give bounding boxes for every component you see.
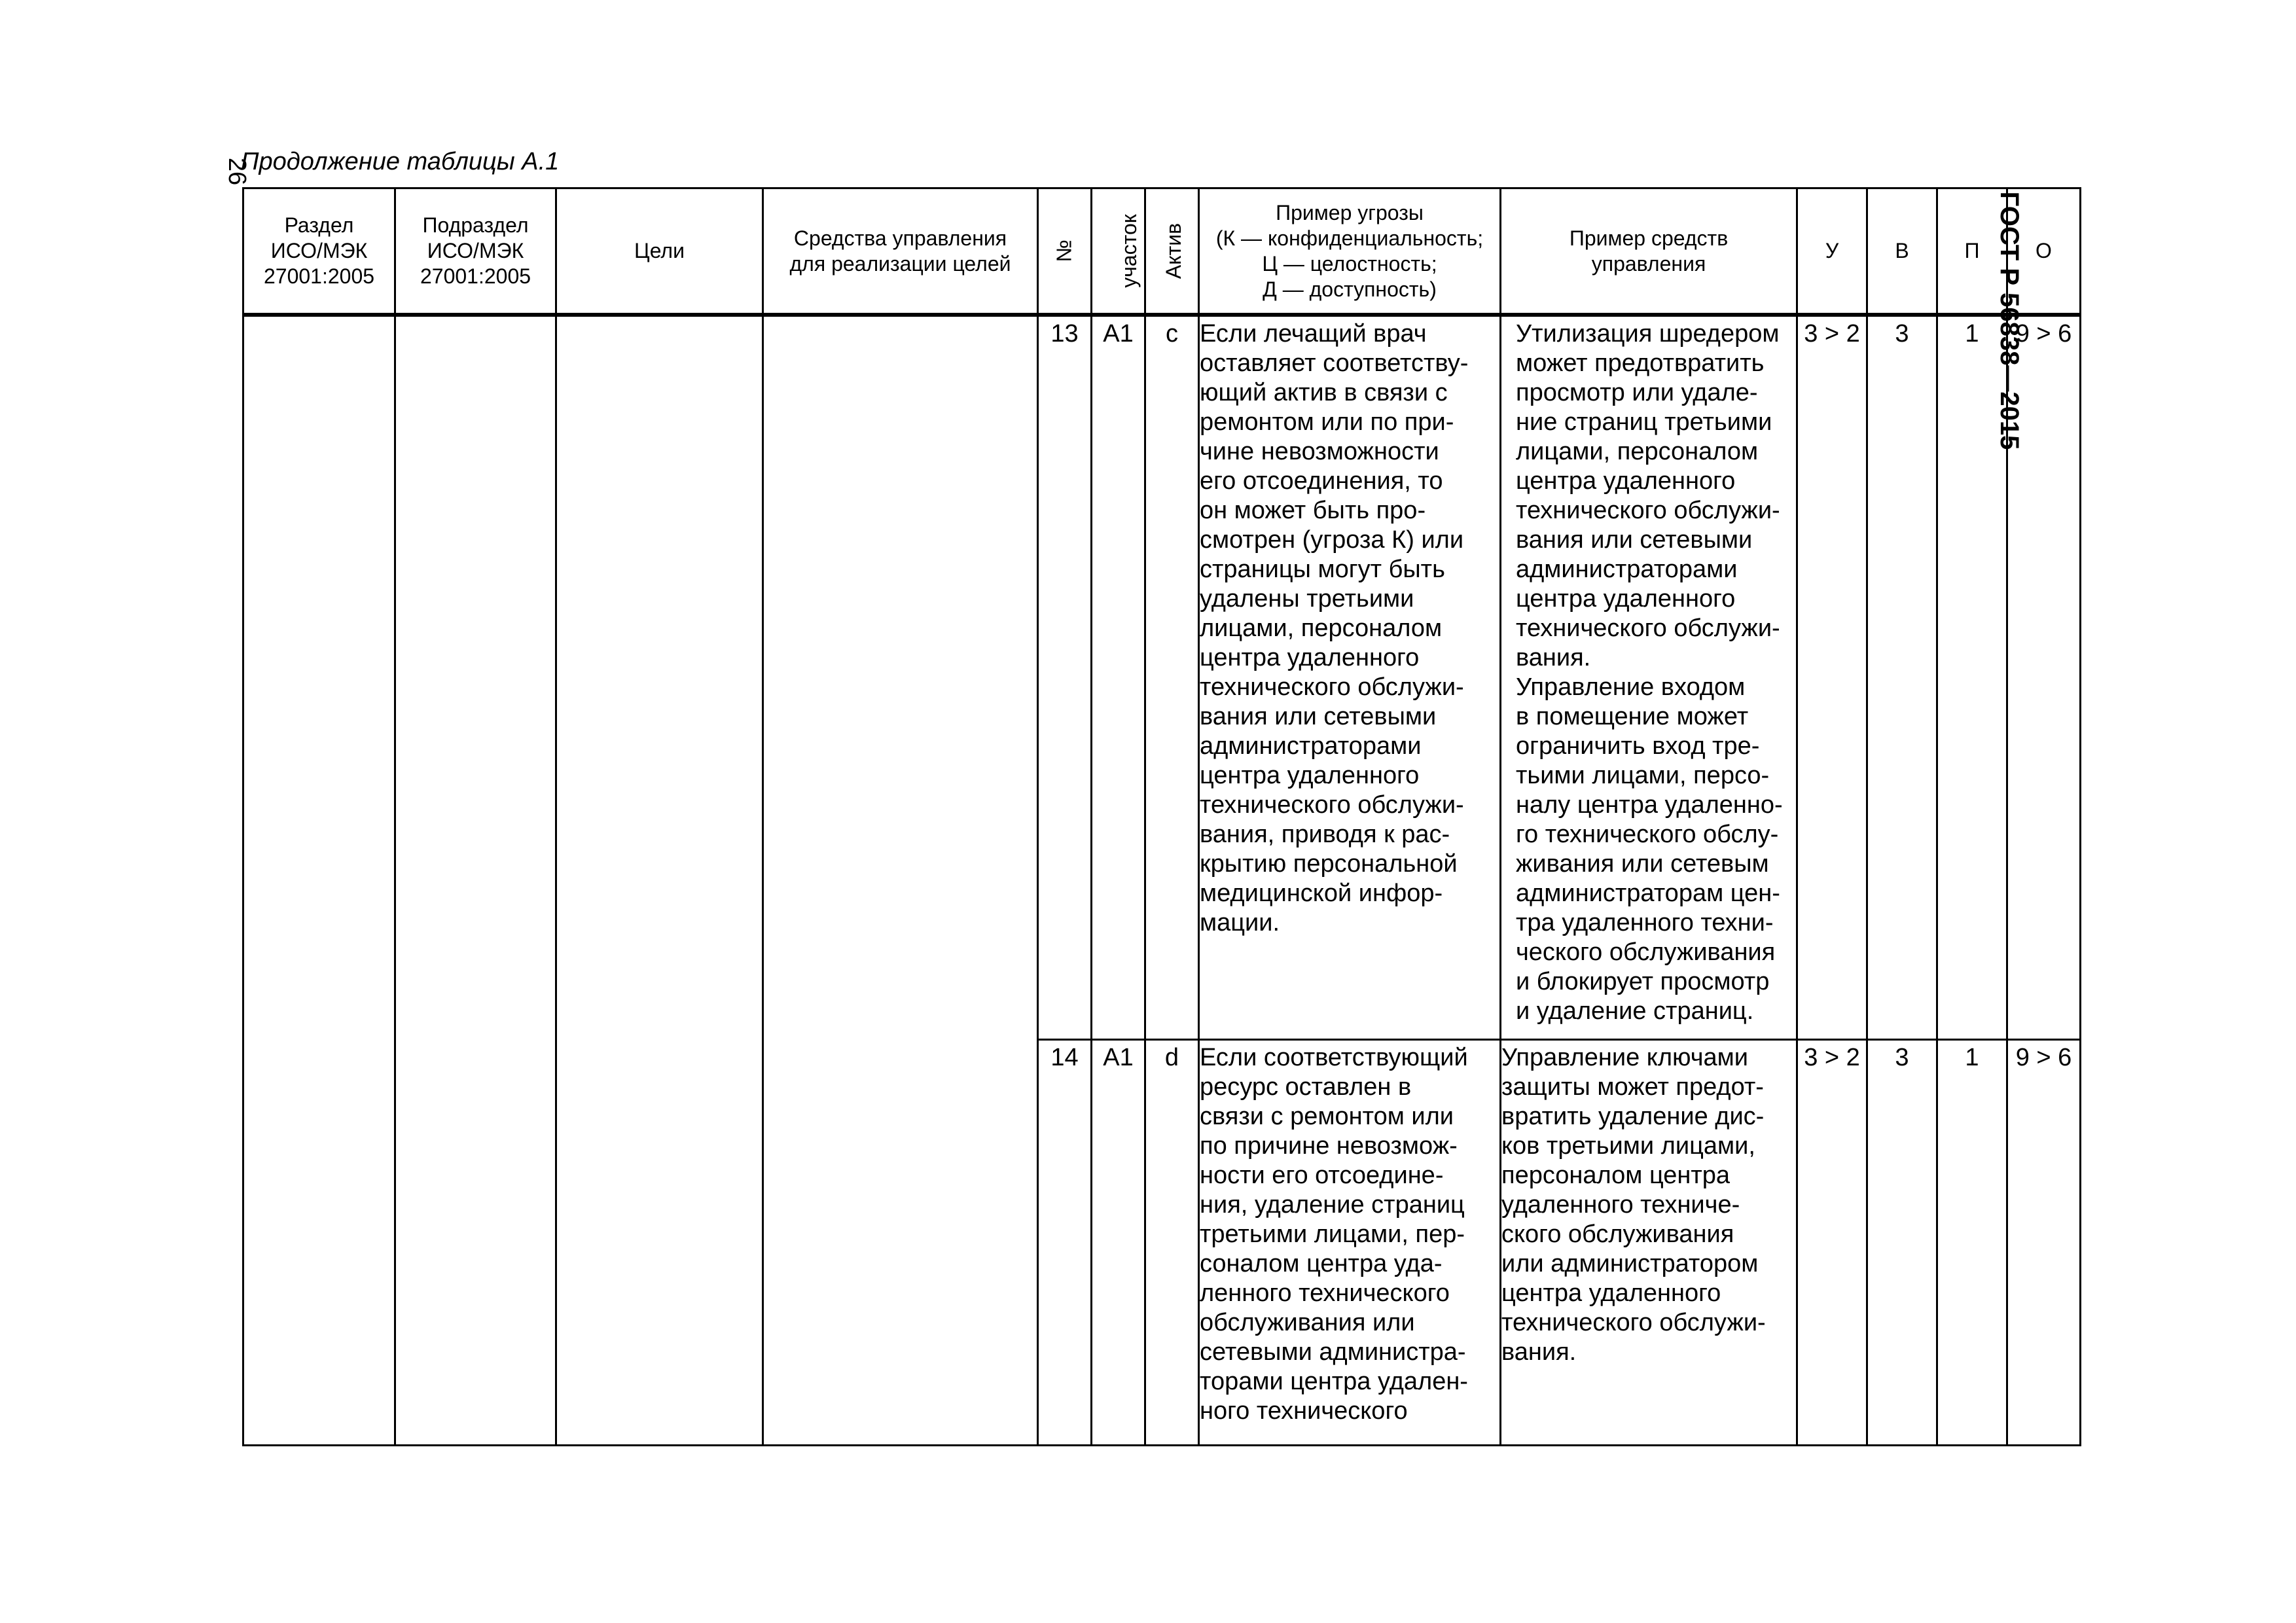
header-v: В <box>1867 188 1937 315</box>
threat-table <box>242 187 2081 1446</box>
row-number: 13 <box>1038 315 1092 1039</box>
value-p: 1 <box>1937 1039 2007 1445</box>
row-site: A1 <box>1092 315 1145 1039</box>
document-id: ГОСТ Р 56838—2015 <box>1995 191 2024 450</box>
controls-cell <box>763 315 1038 1445</box>
row-asset: c <box>1145 315 1199 1039</box>
value-u: 3 > 2 <box>1797 1039 1867 1445</box>
table-row <box>243 315 2081 1039</box>
value-v: 3 <box>1867 315 1937 1039</box>
header-site: участок <box>1092 188 1145 315</box>
row-number: 14 <box>1038 1039 1092 1445</box>
page-number: 26 <box>223 157 251 186</box>
table-caption: Продолжение таблицы А.1 <box>241 148 560 175</box>
header-section: Раздел ИСО/МЭК 27001:2005 <box>243 188 395 315</box>
header-u: У <box>1797 188 1867 315</box>
header-number: № <box>1038 188 1092 315</box>
goals-cell <box>556 315 763 1445</box>
value-v: 3 <box>1867 1039 1937 1445</box>
header-asset: Актив <box>1145 188 1199 315</box>
header-threat-example: Пример угрозы (К — конфиденциальность; Ц — целостность; Д — доступность) <box>1199 188 1501 315</box>
header-subsection: Подраздел ИСО/МЭК 27001:2005 <box>395 188 556 315</box>
threat-text: Если лечащий врач оставляет соответству- ющий актив в связи с ремонтом или по при- чине невозможности его отсоединения, то он может быть про- смотрен (угроза К) или страницы могут быть удалены третьими лицами, персоналом центра удаленного технического обслужи- вания или сетевыми администраторами центра удаленного технического обслужи- вания, приводя к рас- крытию персональной медицинской инфор- мации. <box>1199 315 1501 1039</box>
row-site: A1 <box>1092 1039 1145 1445</box>
control-text: Управление ключами защиты может предот- вратить удаление дис- ков третьими лицами, персоналом центра удаленного техниче- ского обслуживания или администратором центра удаленного технического обслужи- вания. <box>1501 1039 1797 1445</box>
header-goals: Цели <box>556 188 763 315</box>
row-asset: d <box>1145 1039 1199 1445</box>
header-control-example: Пример средств управления <box>1501 188 1797 315</box>
subsection-cell <box>395 315 556 1445</box>
section-cell <box>243 315 395 1445</box>
value-u: 3 > 2 <box>1797 315 1867 1039</box>
value-p: 1 <box>1937 315 2007 1039</box>
value-o: 9 > 6 <box>2007 1039 2081 1445</box>
header-o: О <box>2007 188 2081 315</box>
header-p: П <box>1937 188 2007 315</box>
threat-text: Если соответствующий ресурс оставлен в связи с ремонтом или по причине невозмож- ности его отсоедине- ния, удаление страниц третьими лицами, пер- соналом центра уда- ленного технического обслуживания или сетевыми администра- торами центра удален- ного технического <box>1199 1039 1501 1445</box>
header-controls: Средства управления для реализации целей <box>763 188 1038 315</box>
control-text: Утилизация шредером может предотвратить просмотр или удале- ние страниц третьими лицами, персоналом центра удаленного технического обслужи- вания или сетевыми администраторами центра удаленного технического обслужи- вания. Управление входом в помещение может ограничить вход тре- тьими лицами, персо- налу центра удаленно- го технического обслу- живания или сетевым администраторам цен- тра удаленного техни- ческого обслуживания и блокирует просмотр и удаление страниц. <box>1501 315 1797 1039</box>
header-row <box>243 188 2081 315</box>
value-o: 9 > 6 <box>2007 315 2081 1039</box>
